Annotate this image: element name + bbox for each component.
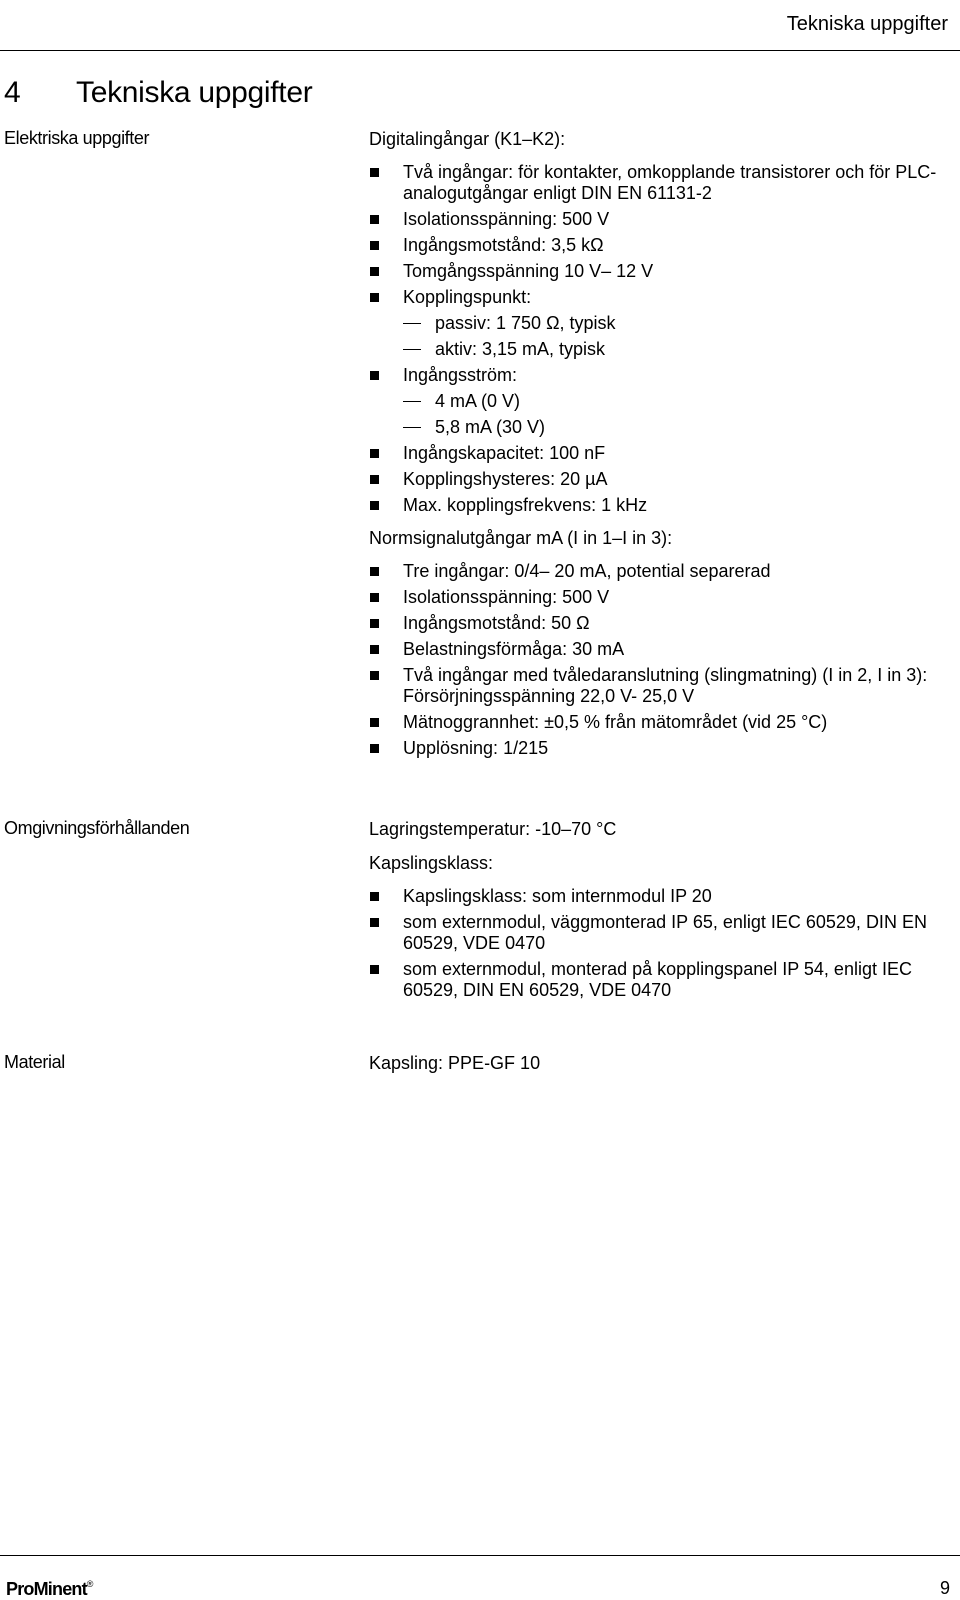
list-item: Två ingångar: för kontakter, omkopplande transistorer och för PLC-analogutgångar enligt DIN EN 61131-2 (369, 162, 949, 204)
input-current-sublist (403, 391, 949, 438)
list-item: Belastningsförmåga: 30 mA (369, 639, 949, 660)
section-body-environment (369, 818, 949, 1006)
digital-inputs-heading: Digitalingångar (K1–K2): (369, 129, 566, 149)
square-bullet-icon (370, 744, 379, 753)
square-bullet-icon (370, 718, 379, 727)
storage-temperature: Lagringstemperatur: -10–70 °C (369, 819, 617, 839)
square-bullet-icon (370, 918, 379, 927)
square-bullet-icon (370, 241, 379, 250)
list-item: som externmodul, monterad på kopplingspanel IP 54, enligt IEC 60529, DIN EN 60529, VDE 0470 (369, 959, 949, 1001)
square-bullet-icon (370, 965, 379, 974)
dash-bullet-icon (403, 349, 421, 350)
chapter-title: Tekniska uppgifter (76, 76, 313, 109)
section-label-material: Material (4, 1052, 65, 1072)
switch-point-sublist (403, 313, 949, 360)
square-bullet-icon (370, 619, 379, 628)
list-item: Ingångsström: 4 mA (0 V) 5,8 mA (30 V) (369, 365, 949, 438)
section-body-electrical (369, 128, 949, 764)
analog-outputs-list (369, 561, 949, 759)
sub-list-item: 4 mA (0 V) (403, 391, 949, 412)
prominent-logo (6, 1579, 93, 1600)
square-bullet-icon (370, 168, 379, 177)
list-item: Kopplingspunkt: passiv: 1 750 Ω, typisk aktiv: 3,15 mA, typisk (369, 287, 949, 360)
list-item: som externmodul, väggmonterad IP 65, enligt IEC 60529, DIN EN 60529, VDE 0470 (369, 912, 949, 954)
running-header (0, 0, 960, 51)
sub-list-item: aktiv: 3,15 mA, typisk (403, 339, 949, 360)
section-label-environment: Omgivningsförhållanden (4, 818, 190, 838)
square-bullet-icon (370, 501, 379, 510)
square-bullet-icon (370, 475, 379, 484)
square-bullet-icon (370, 293, 379, 302)
housing-material: Kapsling: PPE-GF 10 (369, 1053, 541, 1073)
dash-bullet-icon (403, 401, 421, 402)
dash-bullet-icon (403, 427, 421, 428)
chapter-number: 4 (4, 76, 21, 109)
enclosure-list (369, 886, 949, 1001)
section-body-material (369, 1052, 949, 1086)
square-bullet-icon (370, 671, 379, 680)
logo-text: ProMinent (6, 1579, 87, 1599)
page-number: 9 (939, 1578, 950, 1598)
analog-outputs-heading: Normsignalutgångar mA (I in 1–I in 3): (369, 528, 673, 548)
list-item: Ingångsmotstånd: 3,5 kΩ (369, 235, 949, 256)
list-item: Mätnoggrannhet: ±0,5 % från mätområdet (vid 25 °C) (369, 712, 949, 733)
list-item: Upplösning: 1/215 (369, 738, 949, 759)
footer-divider (0, 1555, 960, 1556)
square-bullet-icon (370, 371, 379, 380)
square-bullet-icon (370, 892, 379, 901)
list-item: Max. kopplingsfrekvens: 1 kHz (369, 495, 949, 516)
enclosure-heading: Kapslingsklass: (369, 853, 494, 873)
section-label-electrical: Elektriska uppgifter (4, 128, 150, 148)
list-item: Tre ingångar: 0/4– 20 mA, potential separerad (369, 561, 949, 582)
dash-bullet-icon (403, 323, 421, 324)
digital-inputs-list (369, 162, 949, 516)
square-bullet-icon (370, 593, 379, 602)
list-item: Isolationsspänning: 500 V (369, 209, 949, 230)
list-item: Kapslingsklass: som internmodul IP 20 (369, 886, 949, 907)
list-item: Kopplingshysteres: 20 µA (369, 469, 949, 490)
square-bullet-icon (370, 267, 379, 276)
list-item: Ingångskapacitet: 100 nF (369, 443, 949, 464)
chapter-heading (4, 76, 312, 110)
square-bullet-icon (370, 645, 379, 654)
square-bullet-icon (370, 449, 379, 458)
list-item: Ingångsmotstånd: 50 Ω (369, 613, 949, 634)
sub-list-item: 5,8 mA (30 V) (403, 417, 949, 438)
sub-list-item: passiv: 1 750 Ω, typisk (403, 313, 949, 334)
running-title: Tekniska uppgifter (786, 13, 948, 35)
list-item: Tomgångsspänning 10 V– 12 V (369, 261, 949, 282)
list-item: Isolationsspänning: 500 V (369, 587, 949, 608)
square-bullet-icon (370, 567, 379, 576)
list-item: Två ingångar med tvåledaranslutning (slingmatning) (I in 2, I in 3): Försörjningsspänning 22,0 V- 25,0 V (369, 665, 949, 707)
registered-mark: ® (86, 1579, 93, 1589)
square-bullet-icon (370, 215, 379, 224)
